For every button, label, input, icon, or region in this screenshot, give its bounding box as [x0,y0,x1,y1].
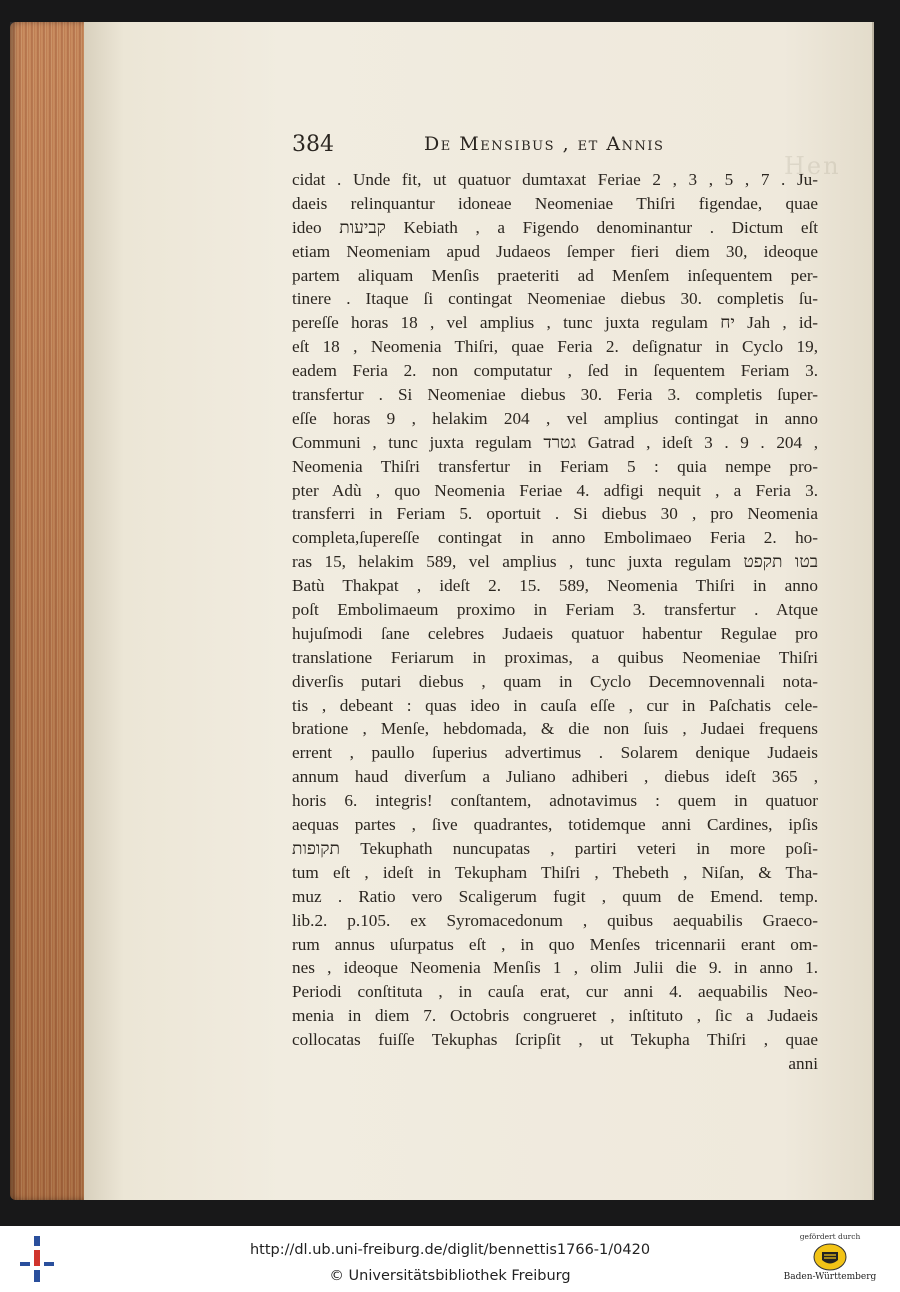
text-line: cidat . Unde fit, ut quatuor dumtaxat Feriae 2 , 3 , 5 , 7 . Ju- [292,170,818,189]
text-line: bratione , Menſe, hebdomada, & die non ſuis , Judaei frequens [292,719,818,739]
text-line: Periodi conſtituta , in cauſa erat, cur anni 4. aequabilis Neo- [292,982,818,1002]
sponsor-name: Baden-Württemberg [783,1272,877,1282]
text-line: horis 6. integris! conſtantem, adnotavimus : quem in quatuor [292,791,818,811]
text-line: ras 15, helakim 589, vel amplius , tunc juxta regulam בטו תקפט [292,552,818,572]
text-line: daeis relinquantur idoneae Neomeniae Thiſri figendae, quae [292,193,818,213]
text-line: muz . Ratio vero Scaligerum fugit , quum de Emend. temp. [292,886,818,906]
running-title: De Mensibus , et Annis [424,133,665,155]
page-number: 384 [292,132,334,157]
sponsor-block[interactable] [770,1228,890,1290]
body-text [292,168,818,1076]
page-stack-shading [10,22,84,1200]
text-line: collocatas fuiſſe Tekuphas ſcripſit , ut Tekupha Thiſri , quae [292,1030,818,1050]
sponsor-label: gefördert durch [799,1232,861,1241]
footer-bar [0,1226,900,1292]
text-line: rum annus uſurpatus eſt , in quo Menſes tricennarii erant om- [292,934,818,954]
copyright-notice: © Universitätsbibliothek Freiburg [329,1268,571,1284]
baden-wuerttemberg-crest-icon [813,1243,847,1271]
text-line: Neomenia Thiſri transfertur in Feriam 5 : quia nempe pro- [292,456,818,476]
text-line: aequas partes , ſive quadrantes, totidemque anni Cardines, ipſis [292,815,818,835]
text-line: lib.2. p.105. ex Syromacedonum , quibus aequabilis Graeco- [292,910,818,930]
text-line: annum haud diverſum a Juliano adhiberi , diebus ideſt 365 , [292,767,818,787]
text-line: Communi , tunc juxta regulam גטרד Gatrad , ideſt 3 . 9 . 204 , [292,432,818,452]
page-header [292,132,692,166]
text-line: translatione Feriarum in proximas, a quibus Neomeniae Thiſri [292,647,818,667]
text-line: eſt 18 , Neomenia Thiſri, quae Feria 2. deſignatur in Cyclo 19, [292,337,818,357]
text-line: menia in diem 7. Octobris congrueret , inſtituto , ſic a Judaeis [292,1006,818,1026]
text-line: nes , ideoque Neomenia Menſis 1 , olim Julii die 9. in anno 1. [292,958,818,978]
text-line: tum eſt , ideſt in Tekupham Thiſri , Thebeth , Niſan, & Tha- [292,862,818,882]
text-line: eſſe horas 9 , helakim 204 , vel amplius contingat in anno [292,408,818,428]
text-line: completa,ſupereſſe contingat in anno Embolimaeo Feria 2. ho- [292,528,818,548]
text-line: תקופות Tekuphath nuncupatas , partiri veteri in more poſi- [292,838,818,858]
text-line: ideo קביעות Kebiath , a Figendo denominantur . Dictum eſt [292,217,818,237]
text-line: transfertur . Si Neomeniae diebus 30. Feria 3. completis ſuper- [292,385,818,405]
text-line: pereſſe horas 18 , vel amplius , tunc juxta regulam יח Jah , id- [292,313,818,333]
text-line: hujuſmodi ſane celebres Judaeis quatuor habentur Regulae pro [292,623,818,643]
text-line: partem aliquam Menſis praeteriti ad Menſem inſequentem per- [292,265,818,285]
text-line: eadem Feria 2. non computatur , ſed in ſequentem Feriam 3. [292,361,818,381]
page-stack-edges [10,22,84,1200]
text-line: poſt Embolimaeum proximo in Feriam 3. transfertur . Atque [292,600,818,620]
text-line: diverſis putari diebus , quam in Cyclo Decemnovennali nota- [292,671,818,691]
text-line: pter Adù , quo Neomenia Feriae 4. adfigi nequit , a Feria 3. [292,480,818,500]
text-line: transferri in Feriam 5. oportuit . Si diebus 30 , pro Neomenia [292,504,818,524]
text-line: anni [788,1053,818,1073]
text-line: Batù Thakpat , ideſt 2. 15. 589, Neomenia Thiſri in anno [292,576,818,596]
text-line: tinere . Itaque ſi contingat Neomeniae diebus 30. completis ſu- [292,289,818,309]
bleed-through-text: Hen [784,152,841,180]
text-line: etiam Neomeniam apud Judaeos ſemper fieri diem 30, ideoque [292,241,818,261]
permalink-url[interactable]: http://dl.ub.uni-freiburg.de/diglit/bennettis1766-1/0420 [249,1242,651,1258]
text-line: tis , debeant : quas ideo in cauſa eſſe , cur in Paſchatis cele- [292,695,818,715]
text-line: errent , paullo ſuperius advertimus . Solarem denique Judaeis [292,743,818,763]
